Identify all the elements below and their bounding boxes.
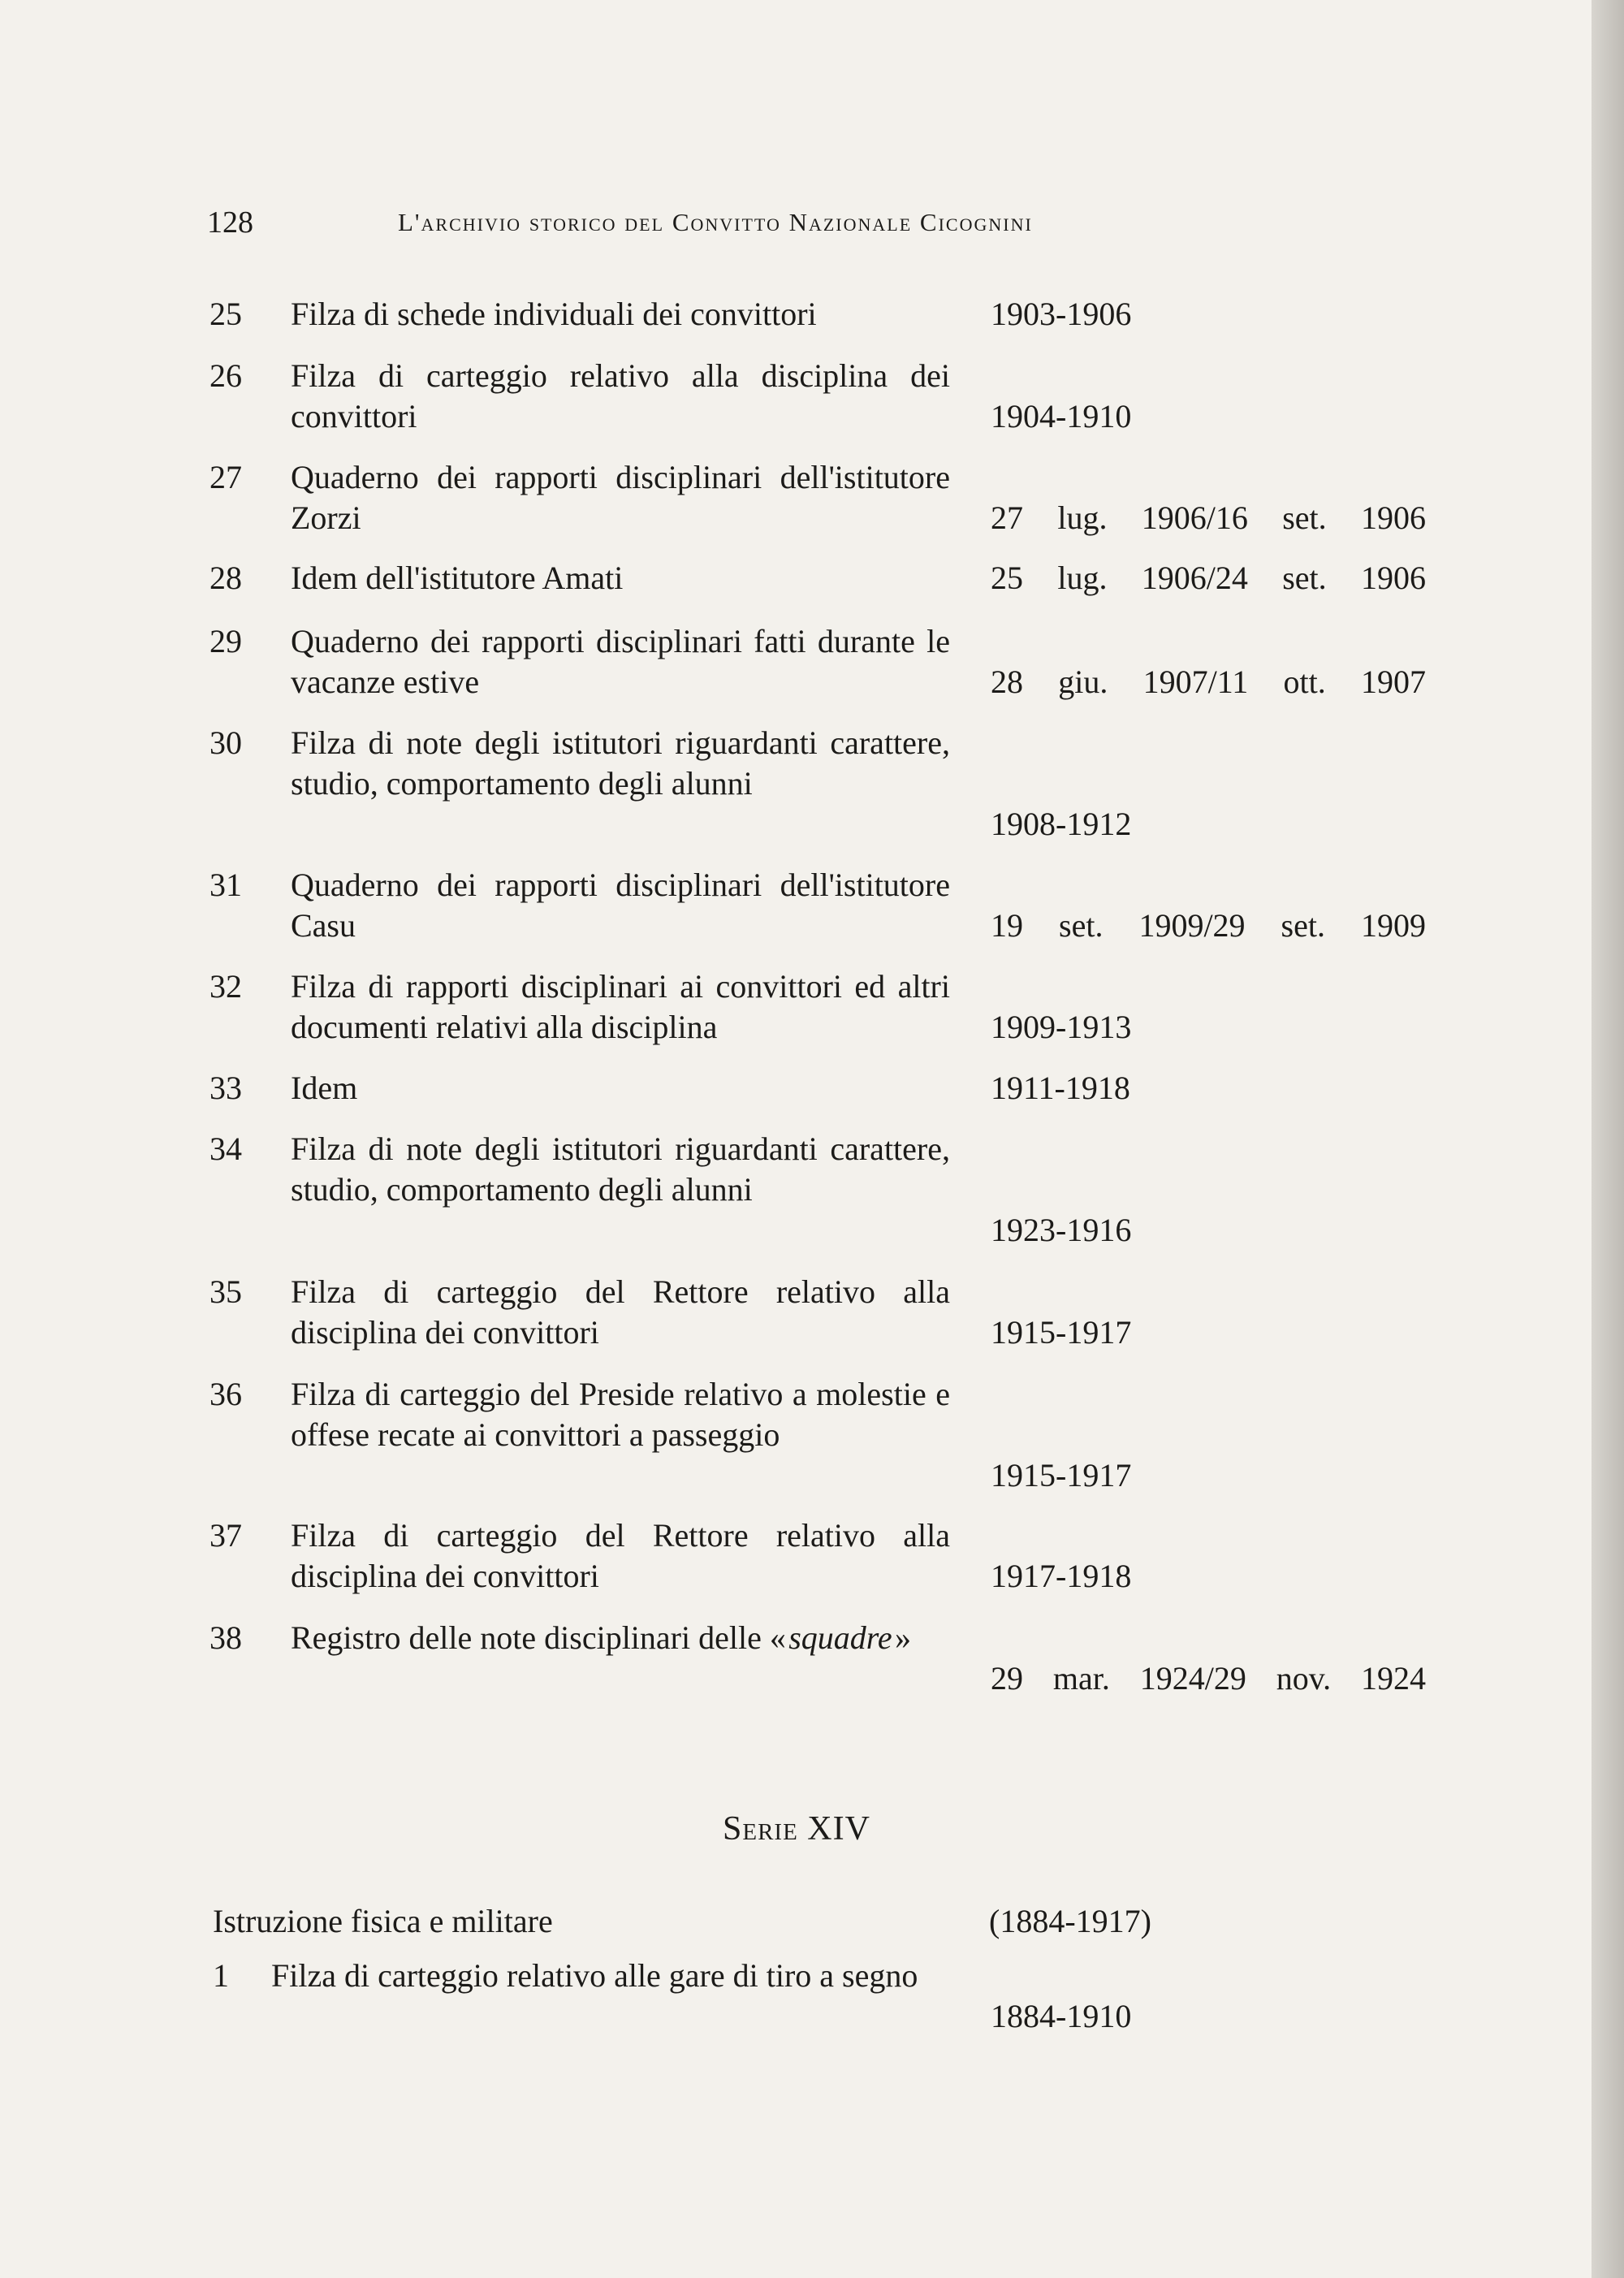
entry-date: 1884-1910 [991, 1998, 1132, 2034]
entry-date: 19 set. 1909/29 set. 1909 [991, 907, 1426, 944]
entry-date: 1915-1917 [991, 1457, 1132, 1493]
book-spine [1592, 0, 1624, 2278]
entry-date: 1915-1917 [991, 1314, 1132, 1351]
entry-date: 29 mar. 1924/29 nov. 1924 [991, 1660, 1426, 1697]
entry-description [291, 1618, 950, 1658]
entry-number: 27 [209, 459, 242, 495]
entry-date: 28 giu. 1907/11 ott. 1907 [991, 664, 1426, 700]
entry-number: 25 [209, 296, 242, 332]
entry-number: 36 [209, 1376, 242, 1412]
entry-description: Filza di carteggio relativo alla disciplina dei convittori [291, 357, 950, 434]
entry-description: Idem [291, 1070, 358, 1106]
entry-number: 26 [209, 357, 242, 394]
entry-description: Quaderno dei rapporti disciplinari dell'istitutore Casu [291, 867, 950, 944]
entry-number: 33 [209, 1070, 242, 1106]
entry-number: 32 [209, 968, 242, 1005]
entry-description: Filza di carteggio del Rettore relativo alla disciplina dei convittori [291, 1517, 950, 1594]
entry-description: Filza di note degli istitutori riguardanti carattere, studio, comportamento degli alunni [291, 1130, 950, 1208]
entry-date: 1904-1910 [991, 398, 1132, 434]
entry-description-italic: squadre [788, 1619, 892, 1656]
series-heading: Serie XIV [723, 1810, 870, 1848]
entry-date: 1903-1906 [991, 296, 1132, 332]
entry-description: Filza di carteggio del Rettore relativo alla disciplina dei convittori [291, 1273, 950, 1351]
section-title: Istruzione fisica e militare [213, 1903, 553, 1939]
entry-description: Filza di carteggio relativo alle gare di tiro a segno [271, 1957, 918, 1994]
entry-description: Filza di schede individuali dei convittori [291, 296, 817, 332]
entry-date: 1923-1916 [991, 1212, 1132, 1248]
entry-description: Quaderno dei rapporti disciplinari fatti durante le vacanze estive [291, 623, 950, 700]
entry-number: 29 [209, 623, 242, 659]
entry-number: 35 [209, 1273, 242, 1310]
entry-number: 28 [209, 560, 242, 596]
entry-description-suffix: » [894, 1619, 911, 1656]
entry-number: 34 [209, 1130, 242, 1167]
page-number: 128 [207, 205, 253, 240]
entry-date: 1909-1913 [991, 1009, 1132, 1045]
entry-date: 1908-1912 [991, 806, 1132, 842]
entry-date: 1911-1918 [991, 1070, 1130, 1106]
entry-number: 38 [209, 1619, 242, 1656]
entry-date: 25 lug. 1906/24 set. 1906 [991, 560, 1426, 596]
section-date: (1884-1917) [989, 1903, 1151, 1939]
entry-description: Filza di carteggio del Preside relativo a molestie e offese recate ai convittori a passeggio [291, 1376, 950, 1453]
entry-description-prefix: Registro delle note disciplinari delle « [291, 1619, 786, 1656]
entry-date: 27 lug. 1906/16 set. 1906 [991, 499, 1426, 536]
entry-number: 31 [209, 867, 242, 903]
entry-date: 1917-1918 [991, 1558, 1132, 1594]
entry-description: Idem dell'istitutore Amati [291, 560, 624, 596]
entry-number: 1 [213, 1957, 229, 1994]
entry-description: Filza di rapporti disciplinari ai convittori ed altri documenti relativi alla disciplina [291, 968, 950, 1045]
entry-description: Quaderno dei rapporti disciplinari dell'istitutore Zorzi [291, 459, 950, 536]
running-title: L'archivio storico del Convitto Nazionale Cicognini [398, 208, 1033, 236]
entry-description: Filza di note degli istitutori riguardanti carattere, studio, comportamento degli alunni [291, 724, 950, 802]
entry-number: 30 [209, 724, 242, 761]
entry-number: 37 [209, 1517, 242, 1554]
